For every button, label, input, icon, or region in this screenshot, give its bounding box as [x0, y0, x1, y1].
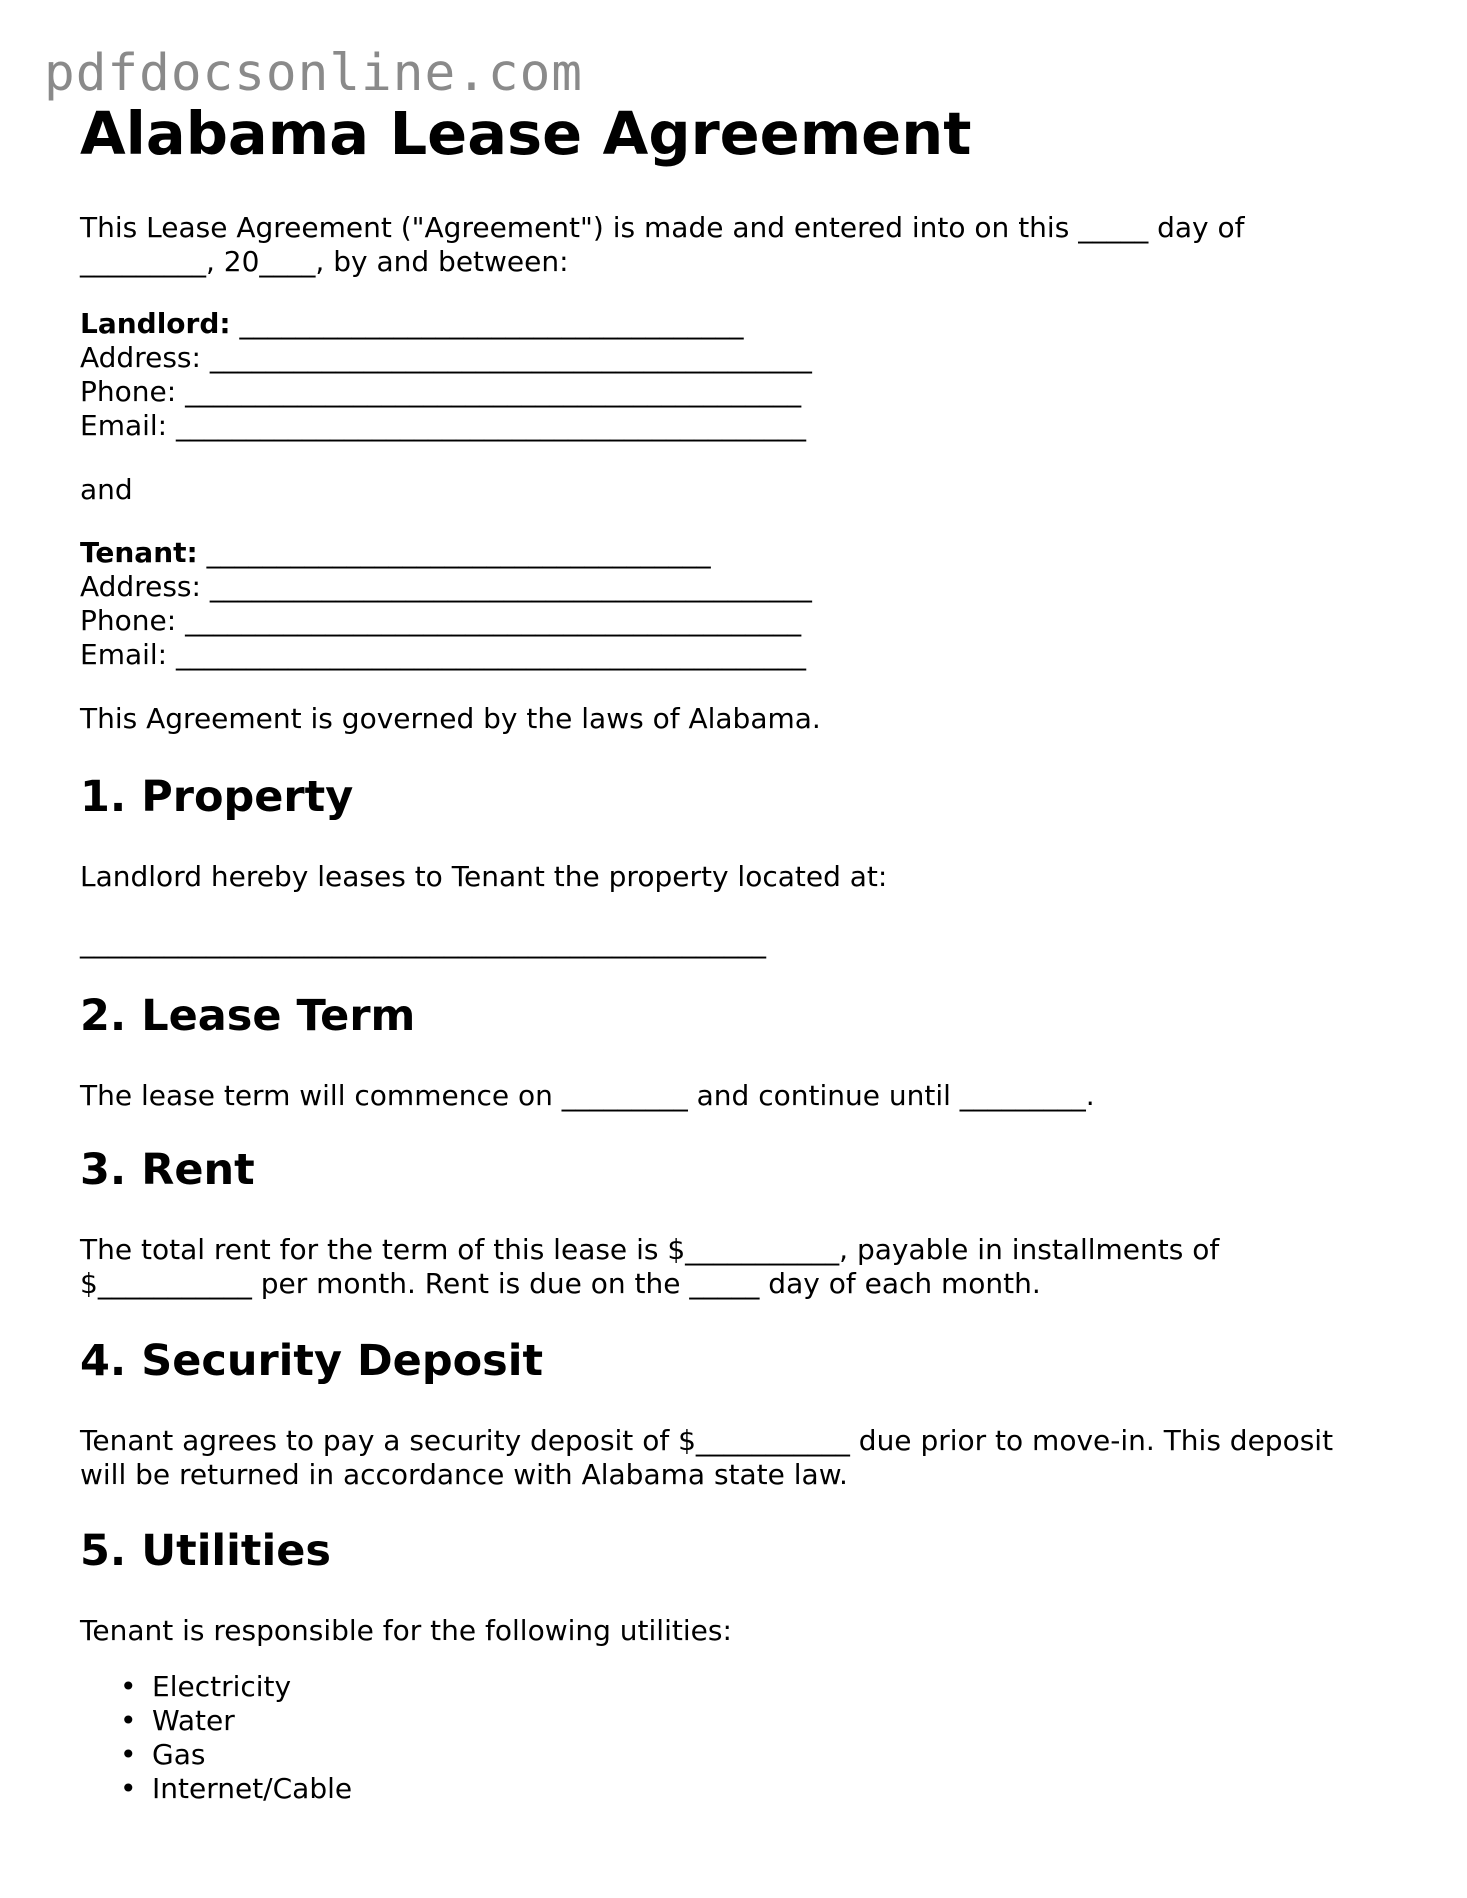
- section-heading-security-deposit: 4. Security Deposit: [80, 1336, 544, 1386]
- landlord-name-line: [80, 307, 812, 341]
- utilities-text: Tenant is responsible for the following utilities:: [80, 1614, 732, 1647]
- utility-item-label: Water: [152, 1704, 235, 1737]
- tenant-name-blank: ____________________________________: [197, 536, 711, 569]
- bullet-icon: •: [120, 1704, 137, 1737]
- intro-line-1: This Lease Agreement ("Agreement") is made and entered into on this _____ day of: [80, 211, 1245, 244]
- section-heading-utilities: 5. Utilities: [80, 1526, 331, 1576]
- utility-item-label: Internet/Cable: [152, 1772, 353, 1805]
- and-text: [80, 473, 133, 507]
- property-paragraph: [80, 860, 887, 894]
- utilities-list: [80, 1670, 352, 1806]
- landlord-address-line: Address: ___________________________________________: [80, 341, 812, 374]
- landlord-phone-line: Phone: ____________________________________________: [80, 375, 802, 408]
- tenant-name-line: [80, 536, 812, 570]
- lease-term-text: The lease term will commence on _________ and continue until _________.: [80, 1079, 1095, 1112]
- security-deposit-paragraph: [80, 1424, 1333, 1492]
- landlord-email-line: Email: _____________________________________________: [80, 409, 807, 442]
- landlord-block: [80, 307, 812, 443]
- section-heading-property: 1. Property: [80, 772, 354, 822]
- tenant-phone-line: Phone: ____________________________________________: [80, 604, 802, 637]
- property-blank-line: _________________________________________________: [80, 926, 766, 959]
- tenant-block: [80, 536, 812, 672]
- section-heading-lease-term: 2. Lease Term: [80, 991, 416, 1041]
- governing-law-paragraph: [80, 702, 821, 736]
- rent-line-2: $___________ per month. Rent is due on the _____ day of each month.: [80, 1267, 1041, 1300]
- utility-item-label: Electricity: [152, 1670, 292, 1703]
- bullet-icon: •: [120, 1738, 137, 1771]
- list-item: [80, 1738, 352, 1772]
- rent-line-1: The total rent for the term of this lease is $___________, payable in installments of: [80, 1233, 1220, 1266]
- list-item: [80, 1772, 352, 1806]
- property-text: Landlord hereby leases to Tenant the property located at:: [80, 860, 888, 893]
- and-connector: and: [80, 473, 133, 506]
- intro-line-2: _________, 20____, by and between:: [80, 245, 569, 278]
- landlord-name-blank: ____________________________________: [230, 307, 744, 340]
- watermark: pdfdocsonline.com: [44, 44, 583, 103]
- section-heading-rent: 3. Rent: [80, 1145, 255, 1195]
- landlord-label: Landlord:: [80, 307, 231, 340]
- tenant-address-line: Address: ___________________________________________: [80, 570, 812, 603]
- tenant-label: Tenant:: [80, 536, 198, 569]
- lease-term-paragraph: [80, 1079, 1095, 1113]
- governing-law-text: This Agreement is governed by the laws of Alabama.: [80, 702, 821, 735]
- bullet-icon: •: [120, 1772, 137, 1805]
- list-item: [80, 1670, 352, 1704]
- utility-item-label: Gas: [152, 1738, 206, 1771]
- rent-paragraph: [80, 1233, 1219, 1301]
- list-item: [80, 1704, 352, 1738]
- intro-paragraph: [80, 211, 1245, 279]
- property-address-blank: [80, 926, 766, 960]
- document-title: Alabama Lease Agreement: [80, 99, 972, 168]
- utilities-paragraph: [80, 1614, 732, 1648]
- tenant-email-line: Email: _____________________________________________: [80, 638, 807, 671]
- security-deposit-line-1: Tenant agrees to pay a security deposit of $___________ due prior to move-in. This deposit: [80, 1424, 1334, 1457]
- bullet-icon: •: [120, 1670, 137, 1703]
- security-deposit-line-2: will be returned in accordance with Alabama state law.: [80, 1458, 848, 1491]
